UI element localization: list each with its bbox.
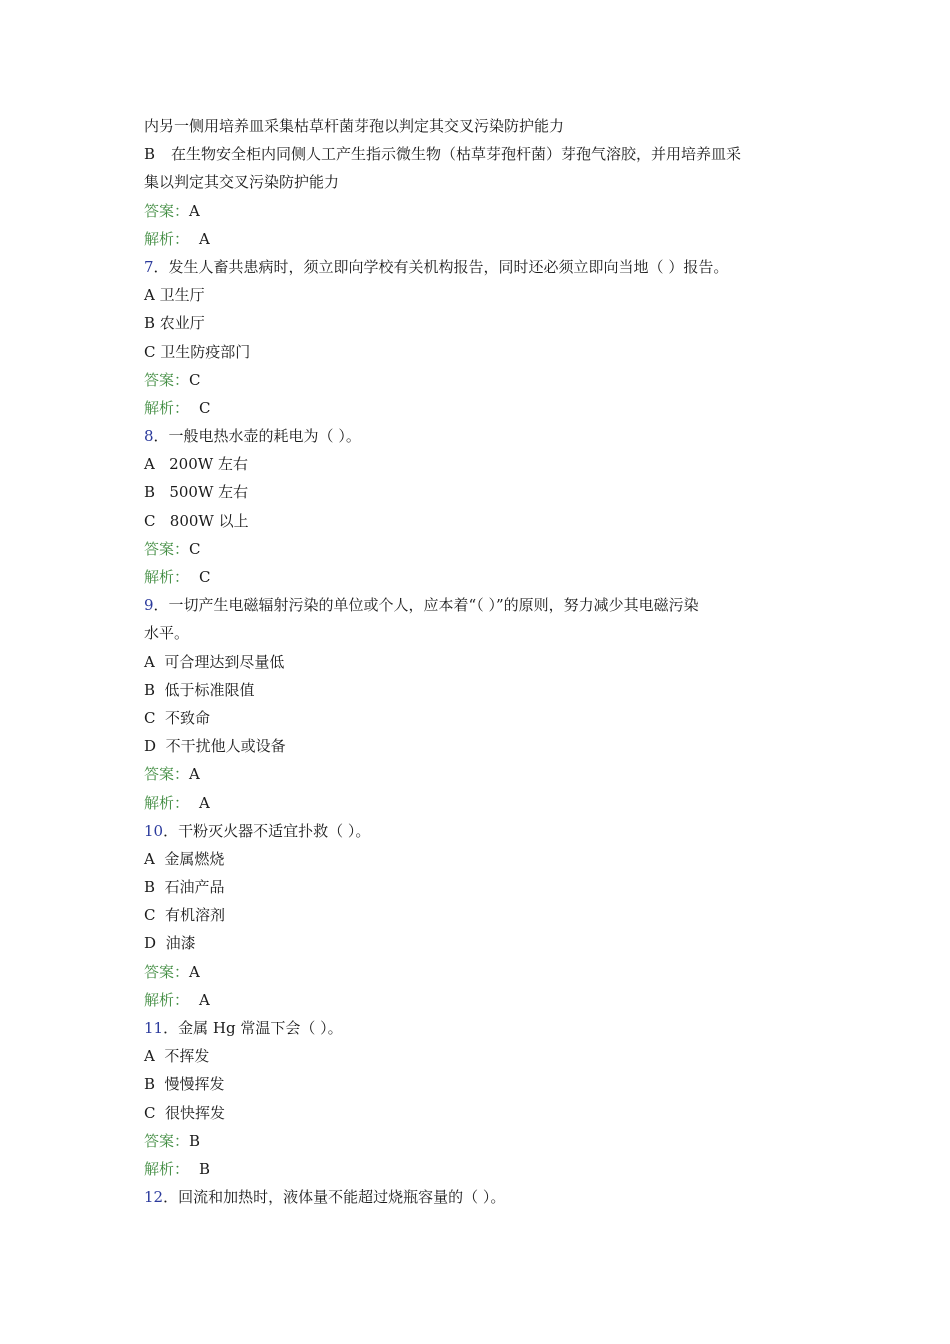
- option-line: [144, 281, 824, 309]
- option-line: [144, 140, 824, 168]
- question-number: 12: [144, 1188, 164, 1207]
- document-body: [144, 112, 824, 1211]
- answer-line: [144, 535, 824, 563]
- option-text: A 金属燃烧: [144, 849, 225, 868]
- option-text: B 低于标准限值: [144, 680, 255, 699]
- answer-label: 答案：: [144, 539, 190, 558]
- analysis-line: [144, 563, 824, 591]
- option-text: C 不致命: [144, 708, 211, 727]
- option-text: C 卫生防疫部门: [144, 342, 251, 361]
- option-line: [144, 507, 824, 535]
- question-text: ．一般电热水壶的耗电为（ ）。: [153, 427, 361, 446]
- option-line: [144, 1042, 824, 1070]
- answer-value: B: [189, 1131, 201, 1150]
- answer-value: A: [189, 962, 200, 981]
- analysis-value: A: [199, 990, 210, 1009]
- question-number: 11: [144, 1019, 164, 1037]
- answer-value: C: [189, 370, 201, 389]
- question-stem: [144, 1014, 824, 1042]
- option-line: [144, 704, 824, 732]
- question-number: 9: [144, 596, 154, 615]
- option-letter: B: [144, 145, 156, 164]
- option-line: [144, 1070, 824, 1098]
- option-text: B 慢慢挥发: [144, 1075, 225, 1094]
- option-text: C 有机溶剂: [144, 906, 226, 925]
- analysis-value: C: [199, 568, 211, 586]
- answer-line: [144, 760, 824, 788]
- answer-value: A: [189, 201, 200, 220]
- analysis-line: [144, 1155, 824, 1183]
- analysis-label: 解析：: [144, 398, 190, 417]
- analysis-line: [144, 986, 824, 1014]
- answer-label: 答案：: [144, 1131, 190, 1150]
- question-text: ．发生人畜共患病时，须立即向学校有关机构报告，同时还必须立即向当地（ ）报告。: [153, 257, 729, 276]
- option-line: [144, 1099, 824, 1127]
- option-line: [144, 648, 824, 676]
- analysis-label: 解析：: [144, 1159, 190, 1178]
- option-text: A 200W 左右: [144, 455, 248, 474]
- question-stem: [144, 1183, 824, 1211]
- analysis-value: A: [199, 793, 210, 812]
- answer-value: C: [189, 539, 201, 558]
- analysis-line: [144, 789, 824, 817]
- question-stem: [144, 253, 824, 281]
- question-stem: [144, 591, 824, 619]
- question-stem-cont: [144, 619, 824, 647]
- option-text-cont: 集以判定其交叉污染防护能力: [144, 173, 340, 192]
- option-text: D 油漆: [144, 934, 196, 953]
- analysis-label: 解析：: [144, 990, 190, 1009]
- answer-line: [144, 366, 824, 394]
- analysis-line: [144, 394, 824, 422]
- analysis-label: 解析：: [144, 229, 190, 248]
- option-text: A 不挥发: [144, 1047, 210, 1066]
- answer-line: [144, 958, 824, 986]
- analysis-label: 解析：: [144, 568, 190, 586]
- question-number: 8: [144, 427, 154, 446]
- option-line: [144, 845, 824, 873]
- option-line-cont: [144, 168, 824, 196]
- option-line: [144, 676, 824, 704]
- option-text: 在生物安全柜内同侧人工产生指示微生物（枯草芽孢杆菌）芽孢气溶胶，并用培养皿采: [171, 145, 742, 164]
- question-text: ．回流和加热时，液体量不能超过烧瓶容量的（ ）。: [163, 1188, 506, 1207]
- text-line: [144, 112, 824, 140]
- answer-label: 答案：: [144, 370, 190, 389]
- option-line: [144, 309, 824, 337]
- answer-line: [144, 197, 824, 225]
- option-text: C 很快挥发: [144, 1103, 226, 1122]
- question-number: 10: [144, 821, 164, 840]
- option-line: [144, 450, 824, 478]
- question-text-cont: 水平。: [144, 624, 190, 643]
- analysis-line: [144, 225, 824, 253]
- option-text: A 可合理达到尽量低: [144, 652, 285, 671]
- analysis-value: C: [199, 398, 211, 417]
- option-text: C 800W 以上: [144, 511, 249, 530]
- analysis-value: A: [199, 229, 210, 248]
- question-text: ．金属 Hg 常温下会（ ）。: [163, 1019, 343, 1037]
- option-line: [144, 929, 824, 957]
- answer-label: 答案：: [144, 962, 190, 981]
- analysis-value: B: [199, 1159, 211, 1178]
- option-text: D 不干扰他人或设备: [144, 737, 286, 756]
- option-line: [144, 732, 824, 760]
- analysis-label: 解析：: [144, 793, 190, 812]
- question-text: ．干粉灭火器不适宜扑救（ ）。: [163, 821, 371, 840]
- question-stem: [144, 817, 824, 845]
- option-text: B 农业厅: [144, 314, 205, 333]
- option-line: [144, 338, 824, 366]
- option-text: B 500W 左右: [144, 483, 249, 502]
- option-text: B 石油产品: [144, 878, 225, 897]
- answer-label: 答案：: [144, 201, 190, 220]
- option-line: [144, 478, 824, 506]
- option-line: [144, 873, 824, 901]
- answer-label: 答案：: [144, 765, 190, 784]
- question-text: ．一切产生电磁辐射污染的单位或个人，应本着“（ ）”的原则，努力减少其电磁污染: [153, 596, 699, 615]
- intro-line: 内另一侧用培养皿采集枯草杆菌芽孢以判定其交叉污染防护能力: [144, 117, 565, 135]
- option-line: [144, 901, 824, 929]
- answer-value: A: [189, 765, 200, 784]
- question-stem: [144, 422, 824, 450]
- answer-line: [144, 1127, 824, 1155]
- option-text: A 卫生厅: [144, 286, 205, 305]
- question-number: 7: [144, 257, 154, 276]
